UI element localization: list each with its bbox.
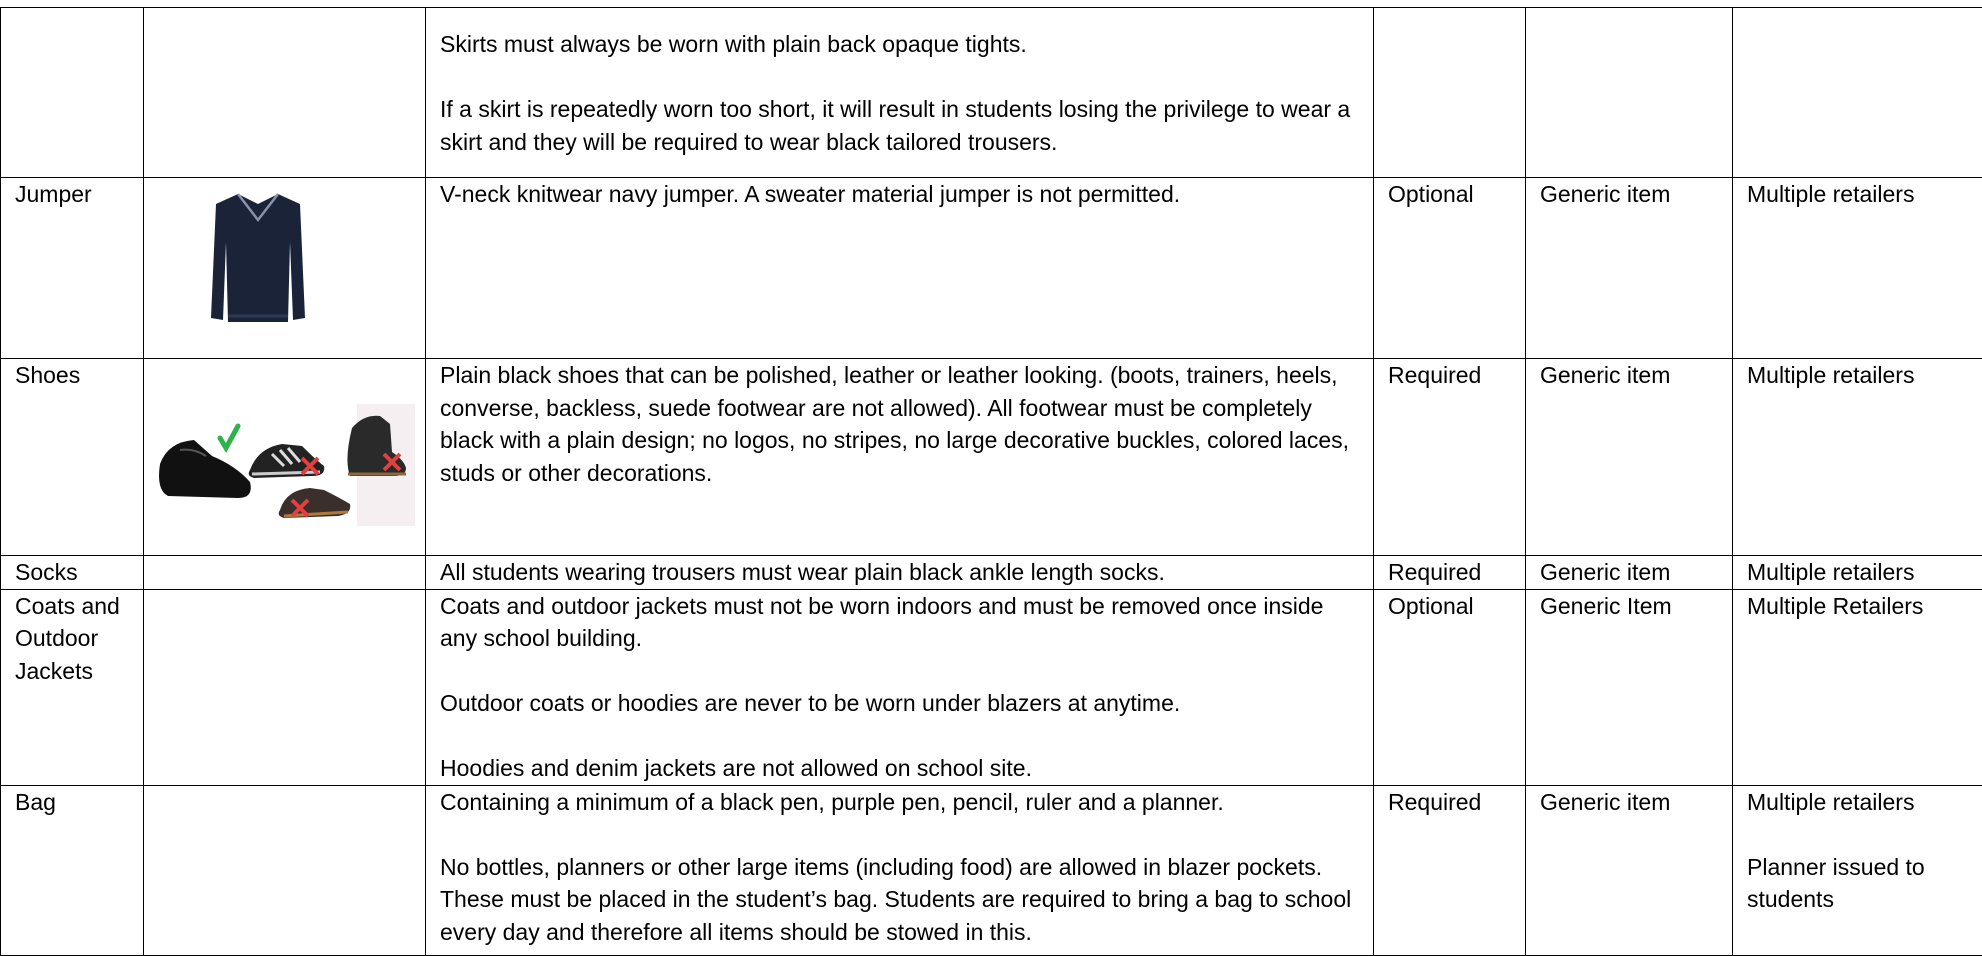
supplier-text: Planner issued to students <box>1747 851 1970 916</box>
status-cell: Optional <box>1374 589 1526 785</box>
navy-jumper-icon <box>208 190 308 330</box>
item-cell: Socks <box>1 556 144 590</box>
item-cell: Coats and Outdoor Jackets <box>1 589 144 785</box>
description-cell <box>426 556 1374 590</box>
image-cell <box>144 359 426 556</box>
supplier-cell <box>1733 178 1982 359</box>
status-cell <box>1374 8 1526 178</box>
image-cell <box>144 178 426 359</box>
item-cell: Bag <box>1 785 144 955</box>
supplier-cell <box>1733 556 1982 590</box>
description-cell <box>426 589 1374 785</box>
description-paragraph: Skirts must always be worn with plain back opaque tights. <box>440 28 1359 61</box>
table-row <box>1 556 1982 590</box>
description-cell <box>426 178 1374 359</box>
item-cell <box>1 8 144 178</box>
uniform-table <box>0 7 1982 956</box>
image-cell <box>144 785 426 955</box>
table-row <box>1 178 1982 359</box>
status-cell: Required <box>1374 359 1526 556</box>
item-cell: Jumper <box>1 178 144 359</box>
supplier-cell <box>1733 785 1982 955</box>
status-cell: Required <box>1374 556 1526 590</box>
table-row <box>1 785 1982 955</box>
description-paragraph: No bottles, planners or other large items (including food) are allowed in blazer pockets. These must be placed in the student’s bag. Students are required to bring a bag to school every day and therefore all items should be stowed in this. <box>440 851 1359 949</box>
status-cell: Optional <box>1374 178 1526 359</box>
supplier-cell <box>1733 359 1982 556</box>
supplier-text: Multiple retailers <box>1747 556 1970 589</box>
supplier-text: Multiple retailers <box>1747 178 1970 211</box>
supplier-text: Multiple retailers <box>1747 359 1970 392</box>
image-cell <box>144 589 426 785</box>
description-paragraph: Containing a minimum of a black pen, purple pen, pencil, ruler and a planner. <box>440 786 1359 819</box>
table-row <box>1 359 1982 556</box>
type-cell: Generic item <box>1526 178 1733 359</box>
image-cell <box>144 8 426 178</box>
supplier-text: Multiple Retailers <box>1747 590 1970 623</box>
image-cell <box>144 556 426 590</box>
supplier-cell <box>1733 589 1982 785</box>
description-cell <box>426 785 1374 955</box>
description-paragraph: Plain black shoes that can be polished, leather or leather looking. (boots, trainers, heels, converse, backless, suede footwear are not allowed). All footwear must be completely black with a plain design; no logos, no stripes, no large decorative buckles, colored laces, studs or other decorations. <box>440 359 1359 489</box>
type-cell: Generic Item <box>1526 589 1733 785</box>
type-cell: Generic item <box>1526 556 1733 590</box>
description-paragraph: Hoodies and denim jackets are not allowed on school site. <box>440 752 1359 785</box>
description-paragraph: Outdoor coats or hoodies are never to be worn under blazers at anytime. <box>440 687 1359 720</box>
description-paragraph: V-neck knitwear navy jumper. A sweater material jumper is not permitted. <box>440 178 1359 211</box>
description-cell <box>426 359 1374 556</box>
table-row <box>1 8 1982 178</box>
item-cell: Shoes <box>1 359 144 556</box>
supplier-text: Multiple retailers <box>1747 786 1970 819</box>
shoes-allowed-not-allowed-icon <box>154 404 416 529</box>
supplier-cell <box>1733 8 1982 178</box>
type-cell: Generic item <box>1526 359 1733 556</box>
description-paragraph: All students wearing trousers must wear plain black ankle length socks. <box>440 556 1359 589</box>
status-cell: Required <box>1374 785 1526 955</box>
description-paragraph: If a skirt is repeatedly worn too short, it will result in students losing the privilege to wear a skirt and they will be required to wear black tailored trousers. <box>440 93 1359 158</box>
description-paragraph: Coats and outdoor jackets must not be worn indoors and must be removed once inside any school building. <box>440 590 1359 655</box>
table-row <box>1 589 1982 785</box>
type-cell: Generic item <box>1526 785 1733 955</box>
description-cell <box>426 8 1374 178</box>
type-cell <box>1526 8 1733 178</box>
